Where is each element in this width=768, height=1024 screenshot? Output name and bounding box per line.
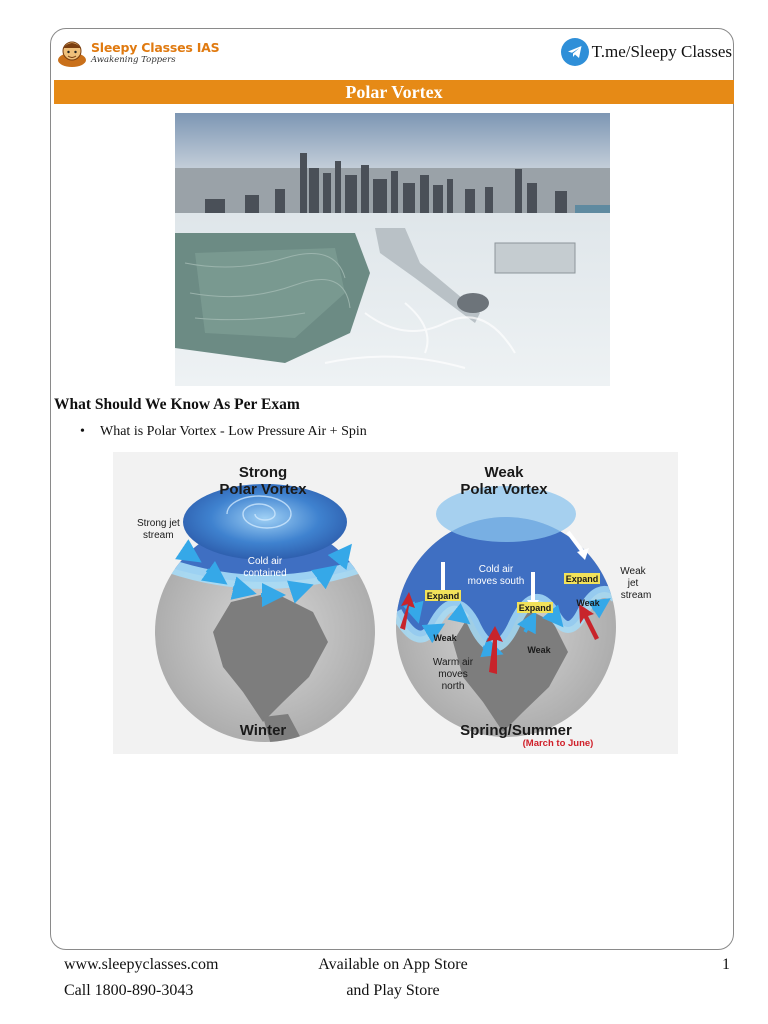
section-heading: What Should We Know As Per Exam xyxy=(54,396,300,413)
brand-name: Sleepy Classes IAS xyxy=(91,39,220,55)
right-jet-label-1: Weak xyxy=(620,566,646,577)
footer-store xyxy=(288,952,498,1004)
warm-label-2: moves xyxy=(438,669,468,680)
footer-phone: Call 1800-890-3043 xyxy=(64,982,194,999)
expand-label-3: Expand xyxy=(565,574,599,584)
right-title-line2: Polar Vortex xyxy=(460,481,548,498)
right-season-note: (March to June) xyxy=(522,738,594,749)
left-jet-label-1: Strong jet xyxy=(137,518,180,529)
right-center-label-2: moves south xyxy=(467,576,525,587)
footer-website[interactable]: www.sleepyclasses.com xyxy=(64,956,219,973)
mascot-icon xyxy=(56,38,88,68)
page-title: Polar Vortex xyxy=(54,80,734,104)
right-season-label: Spring/Summer xyxy=(460,722,572,739)
left-season-label: Winter xyxy=(239,722,287,739)
weak-label-1: Weak xyxy=(433,633,457,643)
frozen-city-photo xyxy=(175,113,610,386)
left-title-line1: Strong xyxy=(238,464,288,481)
left-jet-label-2: stream xyxy=(143,530,174,541)
bullet-marker: • xyxy=(80,424,85,439)
weak-label-3: Weak xyxy=(576,598,600,608)
right-center-label-1: Cold air xyxy=(478,564,514,575)
right-title-line1: Weak xyxy=(484,464,524,481)
page-number: 1 xyxy=(722,956,730,973)
warm-label-3: north xyxy=(441,681,465,692)
telegram-link[interactable] xyxy=(561,38,732,66)
footer-store-line1: Available on App Store xyxy=(318,956,468,973)
expand-label-2: Expand xyxy=(518,603,552,613)
left-title-line2: Polar Vortex xyxy=(219,481,307,498)
right-jet-label-2: jet xyxy=(627,578,639,589)
left-center-label-2: contained xyxy=(243,568,287,579)
footer-contact xyxy=(64,952,218,1004)
expand-label-1: Expand xyxy=(426,591,460,601)
left-center-label-1: Cold air xyxy=(247,556,283,567)
right-jet-label-3: stream xyxy=(620,590,652,601)
brand-logo[interactable] xyxy=(56,36,219,70)
bullet-text: What is Polar Vortex - Low Pressure Air + Spin xyxy=(100,424,367,439)
telegram-link-text: T.me/Sleepy Classes xyxy=(591,42,732,61)
bullet-item xyxy=(80,424,367,440)
footer-store-line2: and Play Store xyxy=(346,982,440,999)
weak-label-2: Weak xyxy=(527,645,551,655)
warm-label-1: Warm air xyxy=(432,657,474,668)
telegram-icon xyxy=(561,38,589,66)
polar-vortex-diagram xyxy=(113,452,678,754)
brand-tagline: Awakening Toppers xyxy=(91,55,176,65)
